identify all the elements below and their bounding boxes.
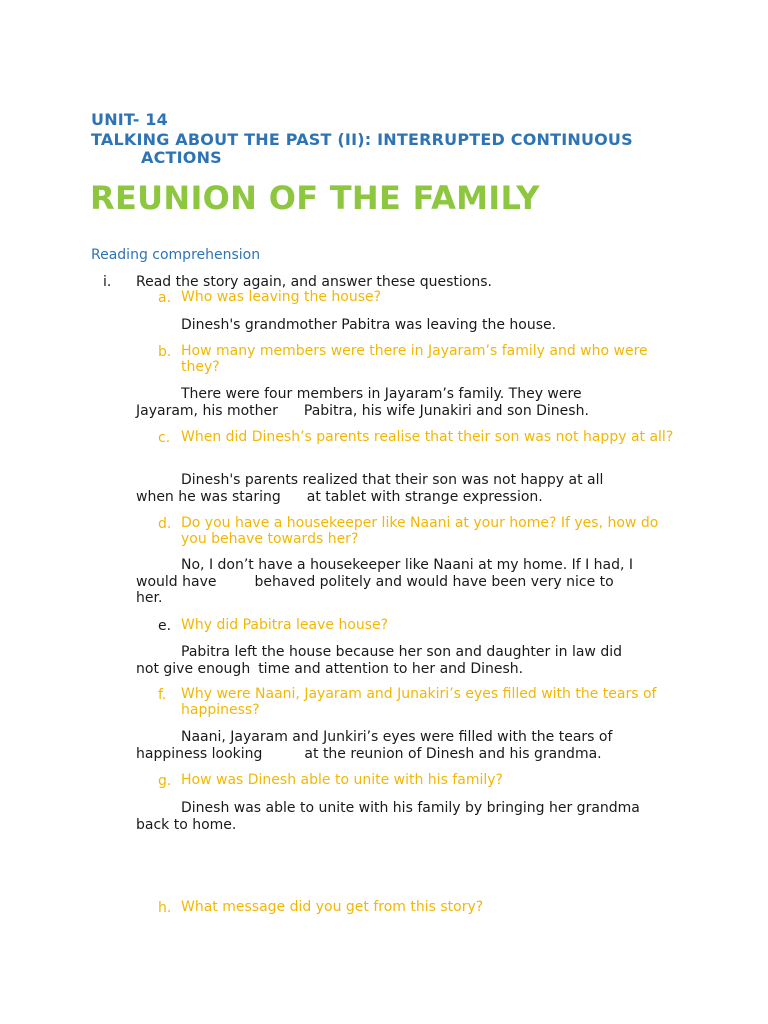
section-heading: Reading comprehension — [91, 247, 261, 263]
question-letter: c. — [158, 430, 171, 446]
answer-line: No, I don’t have a housekeeper like Naani at my home. If I had, I — [181, 557, 634, 573]
unit-subtitle — [91, 131, 691, 167]
page-title: REUNION OF THE FAMILY — [90, 179, 540, 217]
answer-line: would have — [136, 573, 217, 590]
question-letter: h. — [158, 900, 172, 916]
answer-line: Jayaram, his mother — [136, 402, 278, 419]
instruction-number: i. — [103, 274, 112, 290]
answer-line: Pabitra left the house because her son and daughter in law did — [181, 644, 622, 660]
answer-line: There were four members in Jayaram’s family. They were — [181, 386, 582, 402]
answer-line: Pabitra, his wife Junakiri and son Dinesh. — [303, 402, 589, 419]
answer-line: her. — [136, 590, 163, 606]
answer-line: at tablet with strange expression. — [306, 488, 543, 505]
question-letter: b. — [158, 344, 172, 360]
answer-line: time and attention to her and Dinesh. — [258, 660, 524, 677]
unit-subtitle-line1: TALKING ABOUT THE PAST (II): INTERRUPTED CONTINUOUS — [91, 130, 633, 149]
answer-line: when he was staring — [136, 488, 281, 505]
question-letter: d. — [158, 516, 172, 532]
answer-text — [136, 557, 681, 607]
question-text: Why did Pabitra leave house? — [181, 617, 389, 633]
answer-line: Dinesh was able to unite with his family by bringing her grandma — [181, 800, 640, 816]
answer-text — [136, 644, 681, 677]
answer-line: Dinesh's parents realized that their son was not happy at all — [181, 472, 604, 488]
answer-line: Naani, Jayaram and Junkiri’s eyes were filled with the tears of — [181, 729, 613, 745]
question-letter: f. — [158, 687, 167, 703]
answer-line: happiness looking — [136, 745, 263, 762]
answer-line: at the reunion of Dinesh and his grandma. — [304, 745, 602, 762]
instruction-text: Read the story again, and answer these questions. — [136, 274, 492, 290]
unit-label: UNIT- 14 — [91, 110, 168, 129]
question-text: How was Dinesh able to unite with his family? — [181, 772, 503, 788]
answer-text — [136, 800, 681, 833]
answer-text — [136, 729, 681, 762]
answer-text — [136, 386, 681, 419]
question-text: Who was leaving the house? — [181, 289, 382, 305]
unit-subtitle-line2: ACTIONS — [141, 148, 222, 167]
question-letter: e. — [158, 618, 172, 634]
question-text: What message did you get from this story? — [181, 899, 484, 915]
answer-text — [136, 472, 681, 505]
answer-line: back to home. — [136, 816, 237, 833]
question-letter: g. — [158, 773, 172, 789]
question-text: Do you have a housekeeper like Naani at your home? If yes, how do you behave towards her? — [181, 515, 659, 547]
question-text: Why were Naani, Jayaram and Junakiri’s eyes filled with the tears of happiness? — [181, 686, 657, 718]
question-text: When did Dinesh’s parents realise that their son was not happy at all? — [181, 429, 674, 445]
answer-line: Dinesh's grandmother Pabitra was leaving the house. — [181, 317, 557, 333]
answer-line: not give enough — [136, 660, 251, 677]
question-text: How many members were there in Jayaram’s family and who were they? — [181, 343, 648, 375]
answer-text — [136, 317, 681, 334]
question-letter: a. — [158, 290, 172, 306]
answer-line: behaved politely and would have been very nice to — [254, 573, 614, 590]
